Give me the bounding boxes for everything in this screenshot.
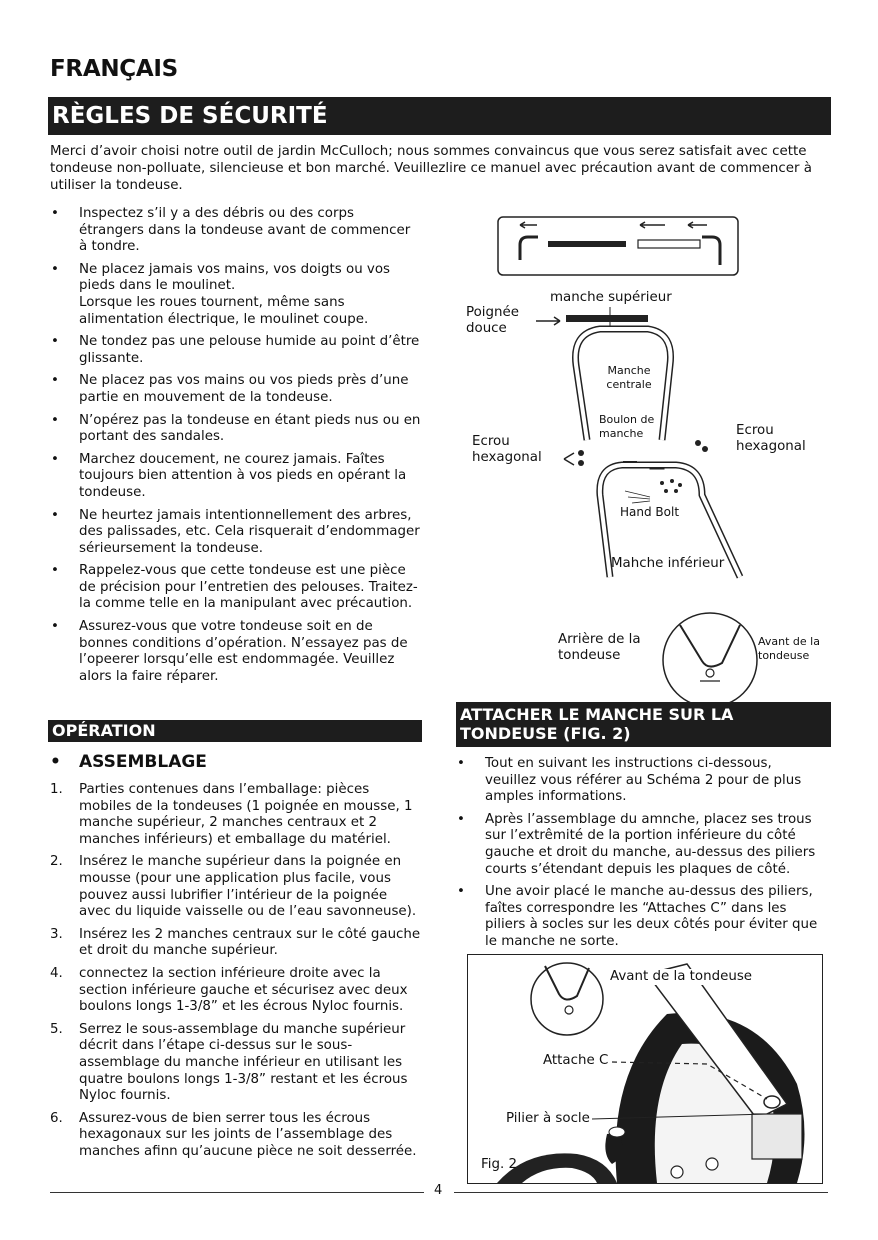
label-front: Avant de la tondeuse	[758, 635, 820, 662]
assembly-steps	[50, 782, 422, 1166]
list-item: • Ne placez jamais vos mains, vos doigts ou vos pieds dans le moulinet. Lorsque les roues tournent, même sans alimentation électrique, le moulinet coupe.	[50, 262, 422, 328]
fig2-illustration	[467, 954, 823, 1184]
label-rear: Arrière de la tondeuse	[558, 632, 641, 663]
list-item: • Ne tondez pas une pelouse humide au point d’être glissante.	[50, 334, 422, 367]
operation-heading: OPÉRATION	[48, 720, 422, 742]
list-item: • Assurez-vous que votre tondeuse soit en de bonnes conditions d’opération. N’essayez pas de l’opeerer lorsqu’elle est endommagée. Veuillez alors la faire réparer.	[50, 619, 422, 685]
list-item: • Après l’assemblage du amnche, placez ses trous sur l’extrêmité de la portion inférieure du côté gauche et droit du manche, au-dessus des piliers courts s’étendant depuis les plaques de côté.	[456, 812, 822, 878]
list-item-extra: Lorsque les roues tournent, même sans alimentation électrique, le moulinet coupe.	[79, 294, 369, 327]
list-item: • Inspectez s’il y a des débris ou des corps étrangers dans la tondeuse avant de commencer à tondre.	[50, 206, 422, 256]
label-upper-handle: manche supérieur	[550, 290, 672, 305]
footer-rule-left	[50, 1192, 424, 1193]
safety-rules-list	[50, 206, 422, 691]
fig2-caption: Fig. 2	[481, 1157, 517, 1172]
list-item: • Ne placez pas vos mains ou vos pieds près d’une partie en mouvement de la tondeuse.	[50, 373, 422, 406]
label-hex-nut-left: Ecrou hexagonal	[472, 434, 542, 465]
list-item: 5. Serrez le sous-assemblage du manche supérieur décrit dans l’étape ci-dessus sur le sous-assemblage du manche inférieur en utilisant les quatre boulons longs 1-3/8” restant et les écrous Nyloc fournis.	[50, 1021, 408, 1104]
list-item: • Tout en suivant les instructions ci-dessous, veuillez vous référer au Schéma 2 pour de plus amples informations.	[456, 756, 822, 806]
label-hand-bolt: Hand Bolt	[620, 505, 680, 519]
label-center-handle: Manche centrale	[606, 364, 652, 391]
list-item: • Marchez doucement, ne courez jamais. Faîtes toujours bien attention à vos pieds en opérant la tondeuse.	[50, 452, 422, 502]
fig2-label-clip: Attache C	[543, 1053, 609, 1068]
attach-heading: ATTACHER LE MANCHE SUR LA TONDEUSE (FIG. 2)	[456, 702, 831, 747]
list-item: • Ne heurtez jamais intentionnellement des arbres, des palissades, etc. Cela risquerait d’endommager sérieursement la tondeuse.	[50, 508, 422, 558]
label-handle-bolt: Boulon de manche	[599, 413, 655, 440]
intro-paragraph: Merci d’avoir choisi notre outil de jardin McCulloch; nous sommes convaincus que vous serez satisfait avec cette tondeuse non-polluate, silencieuse et bon marché. Veuillezlire ce manuel avec précaution avant de commencer à utiliser la tondeuse.	[50, 144, 812, 193]
list-item: • Une avoir placé le manche au-dessus des piliers, faîtes correspondre les “Attaches C” dans les piliers à socles sur les deux côtés pour éviter que le manche ne sorte.	[456, 884, 822, 950]
list-item: 1. Parties contenues dans l’emballage: pièces mobiles de la tondeuses (1 poignée en mousse, 1 manche supérieur, 2 manches centraux et 2 manches inférieurs) et emballage du matériel.	[50, 782, 413, 847]
assembly-bullet: •	[50, 752, 61, 772]
list-item: 4. connectez la section inférieure droite avec la section inférieure gauche et sécurisez avec deux boulons longs 1-3/8” et les écrous Nyloc fournis.	[50, 965, 408, 1015]
list-item: • N’opérez pas la tondeuse en étant pieds nus ou en portant des sandales.	[50, 413, 422, 446]
page-title: RÈGLES DE SÉCURITÉ	[48, 97, 831, 135]
label-lower-handle: Mahche inférieur	[611, 556, 725, 571]
list-item: • Rappelez-vous que cette tondeuse est une pièce de précision pour l’entretien des pelouses. Traitez-la comme telle en la manipulant avec précaution.	[50, 563, 422, 613]
list-item: 6. Assurez-vous de bien serrer tous les écrous hexagonaux sur les joints de l’assemblage des manches afinn qu’aucune pièce ne soit desserrée.	[50, 1110, 417, 1159]
fig2-label-front: Avant de la tondeuse	[610, 969, 753, 984]
fig2-label-pillar: Pilier à socle	[506, 1111, 590, 1126]
list-item: 2. Insérez le manche supérieur dans la poignée en mousse (pour une application plus facile, vous pouvez aussi lubrifier l’intérieur de la poignée avec du liquide vaisselle ou de l’eau savonneuse).	[50, 854, 417, 920]
footer-rule-right	[454, 1192, 828, 1193]
page-number: 4	[434, 1183, 443, 1198]
assembly-heading: • ASSEMBLAGE	[50, 752, 207, 772]
label-soft-grip: Poignée douce	[466, 305, 519, 336]
list-item: 3. Insérez les 2 manches centraux sur le côté gauche et droit du manche supérieur.	[50, 926, 421, 959]
attach-list	[456, 756, 822, 957]
language-heading: FRANÇAIS	[50, 56, 178, 82]
label-hex-nut-right: Ecrou hexagonal	[736, 423, 806, 454]
